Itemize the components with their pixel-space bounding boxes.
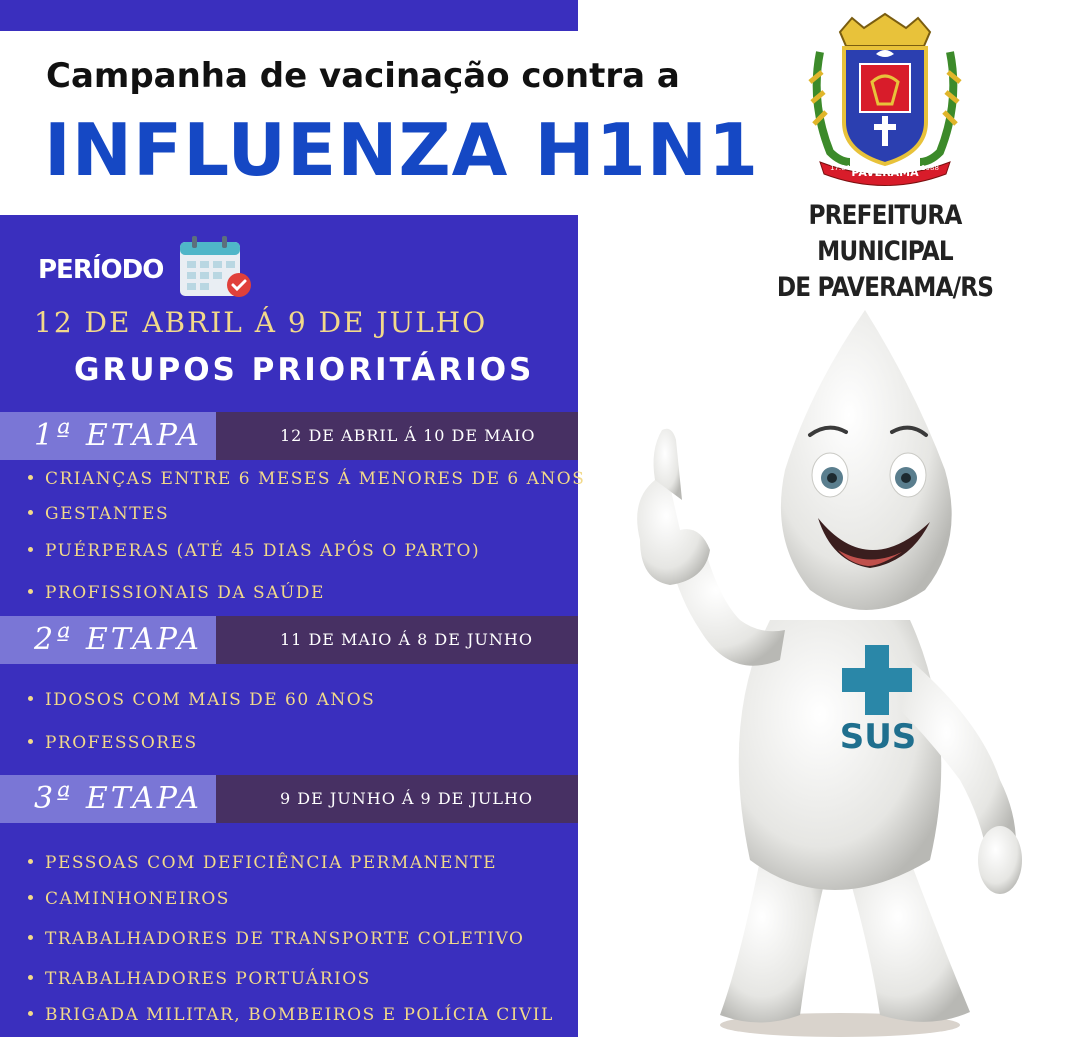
campaign-title: INFLUENZA H1N1 — [44, 108, 760, 192]
crest-year-left: 17.04 — [829, 164, 851, 172]
sus-badge-text: SUS — [839, 717, 917, 757]
list-item: TRABALHADORES DE TRANSPORTE COLETIVO — [28, 929, 524, 949]
crest-year-right: 1988 — [921, 164, 939, 172]
list-item: PROFESSORES — [28, 733, 198, 753]
top-accent-bar — [0, 0, 578, 31]
calendar-check-icon — [178, 234, 252, 300]
priority-groups-heading: GRUPOS PRIORITÁRIOS — [74, 352, 535, 388]
vaccine-drop-mascot — [610, 300, 1060, 1037]
etapa-3-header — [0, 775, 578, 823]
etapa-2-dates: 11 DE MAIO Á 8 DE JUNHO — [216, 616, 578, 664]
prefeitura-name — [743, 198, 1027, 306]
list-item: CRIANÇAS ENTRE 6 MESES Á MENORES DE 6 ANOS — [28, 469, 585, 489]
campaign-subtitle: Campanha de vacinação contra a — [46, 56, 680, 96]
prefeitura-line-1: PREFEITURA MUNICIPAL — [808, 200, 962, 267]
etapa-1-label: 1ª ETAPA — [0, 412, 216, 460]
list-item: GESTANTES — [28, 504, 169, 524]
etapa-3-dates: 9 DE JUNHO Á 9 DE JULHO — [216, 775, 578, 823]
prefeitura-line-2: DE PAVERAMA/RS — [776, 272, 994, 303]
etapa-3-label: 3ª ETAPA — [0, 775, 216, 823]
periodo-label: PERÍODO — [38, 255, 164, 285]
crest-banner-text: PAVERAMA — [851, 166, 919, 179]
municipal-crest-logo — [800, 12, 970, 187]
etapa-1-header — [0, 412, 578, 460]
list-item: BRIGADA MILITAR, BOMBEIROS E POLÍCIA CIVIL — [28, 1005, 554, 1025]
etapa-2-header — [0, 616, 578, 664]
list-item: PUÉRPERAS (ATÉ 45 DIAS APÓS O PARTO) — [28, 541, 480, 561]
list-item: PROFISSIONAIS DA SAÚDE — [28, 583, 325, 603]
list-item: IDOSOS COM MAIS DE 60 ANOS — [28, 690, 375, 710]
etapa-2-label: 2ª ETAPA — [0, 616, 216, 664]
list-item: CAMINHONEIROS — [28, 889, 230, 909]
list-item: TRABALHADORES PORTUÁRIOS — [28, 969, 371, 989]
list-item: PESSOAS COM DEFICIÊNCIA PERMANENTE — [28, 853, 497, 873]
etapa-1-dates: 12 DE ABRIL Á 10 DE MAIO — [216, 412, 578, 460]
campaign-date-range: 12 DE ABRIL Á 9 DE JULHO — [34, 306, 488, 339]
